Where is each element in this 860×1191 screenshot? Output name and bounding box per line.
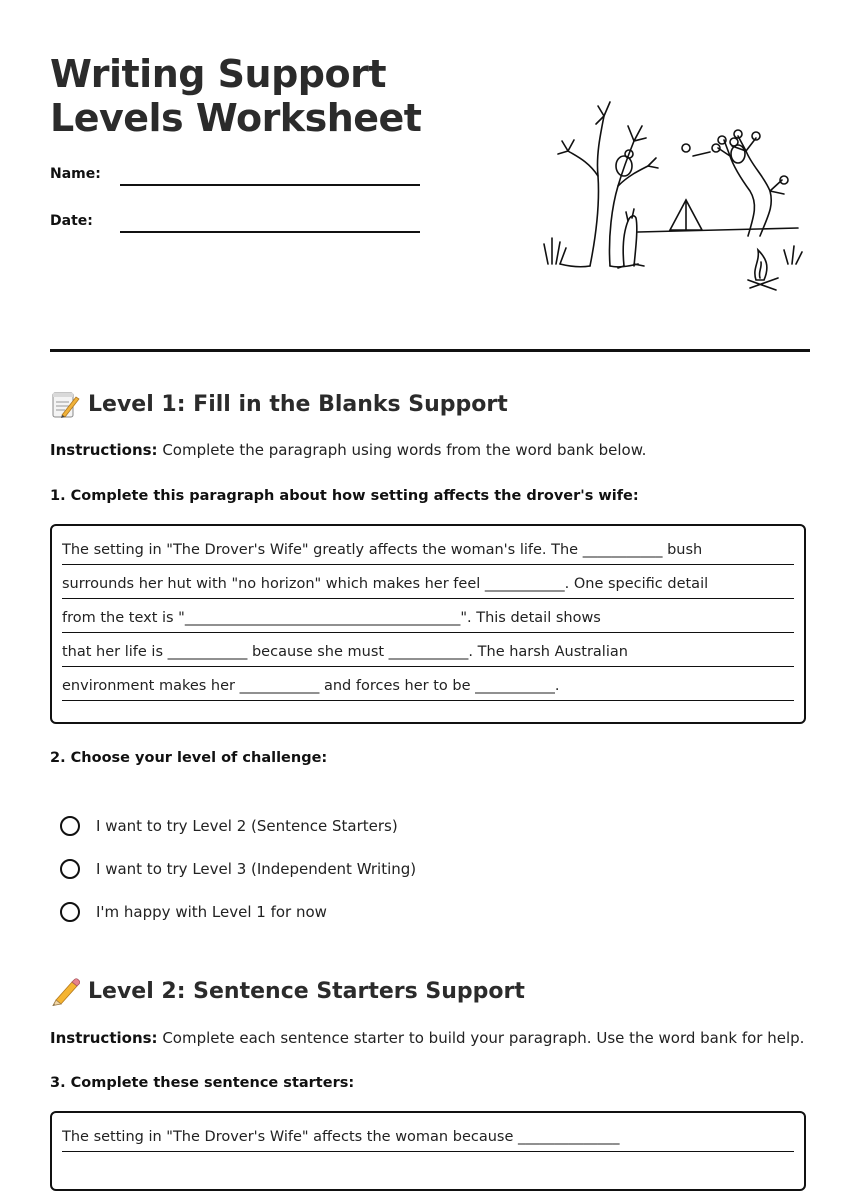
challenge-option-level1[interactable] <box>60 900 327 924</box>
level2-instructions-label: Instructions: <box>50 1029 158 1047</box>
question-3: 3. Complete these sentence starters: <box>50 1075 355 1091</box>
option-label: I want to try Level 2 (Sentence Starters) <box>96 817 398 835</box>
level2-heading <box>50 976 525 1006</box>
radio-button[interactable] <box>60 902 80 922</box>
paragraph-line[interactable]: The setting in "The Drover's Wife" greatly affects the woman's life. The ___________ bush <box>62 530 794 565</box>
page-title: Writing Support Levels Worksheet <box>50 52 422 140</box>
australian-bush-scene-icon <box>538 96 808 301</box>
date-label: Date: <box>50 213 93 229</box>
level1-instructions-label: Instructions: <box>50 441 158 459</box>
option-label: I'm happy with Level 1 for now <box>96 903 327 921</box>
level2-instructions-text: Complete each sentence starter to build your paragraph. Use the word bank for help. <box>157 1029 805 1047</box>
name-field[interactable] <box>50 166 430 196</box>
name-label: Name: <box>50 166 101 182</box>
level1-instructions-text: Complete the paragraph using words from the word bank below. <box>157 441 647 459</box>
paragraph-line[interactable]: from the text is "______________________________________". This detail shows <box>62 598 794 633</box>
date-field[interactable] <box>50 213 430 243</box>
challenge-option-level3[interactable] <box>60 857 416 881</box>
sentence-starter-box[interactable] <box>50 1111 806 1191</box>
section-divider <box>50 349 810 352</box>
level1-heading <box>50 389 508 419</box>
memo-icon <box>50 389 80 419</box>
option-label: I want to try Level 3 (Independent Writing) <box>96 860 417 878</box>
paragraph-line[interactable]: surrounds her hut with "no horizon" which makes her feel ___________. One specific detail <box>62 564 794 599</box>
sentence-starter-line[interactable]: The setting in "The Drover's Wife" affects the woman because ______________ <box>62 1117 794 1152</box>
paragraph-line[interactable]: that her life is ___________ because she must ___________. The harsh Australian <box>62 632 794 667</box>
challenge-option-level2[interactable] <box>60 814 398 838</box>
paragraph-line[interactable]: environment makes her ___________ and forces her to be ___________. <box>62 666 794 701</box>
question-1: 1. Complete this paragraph about how setting affects the drover's wife: <box>50 488 639 504</box>
question-2: 2. Choose your level of challenge: <box>50 750 328 766</box>
level2-instructions <box>50 1029 804 1047</box>
date-input-line[interactable] <box>120 231 420 233</box>
level1-instructions <box>50 441 646 459</box>
radio-button[interactable] <box>60 816 80 836</box>
name-input-line[interactable] <box>120 184 420 186</box>
level1-heading-text: Level 1: Fill in the Blanks Support <box>88 391 508 417</box>
pencil-icon <box>50 976 80 1006</box>
radio-button[interactable] <box>60 859 80 879</box>
paragraph-box[interactable] <box>50 524 806 724</box>
level2-heading-text: Level 2: Sentence Starters Support <box>88 978 525 1004</box>
